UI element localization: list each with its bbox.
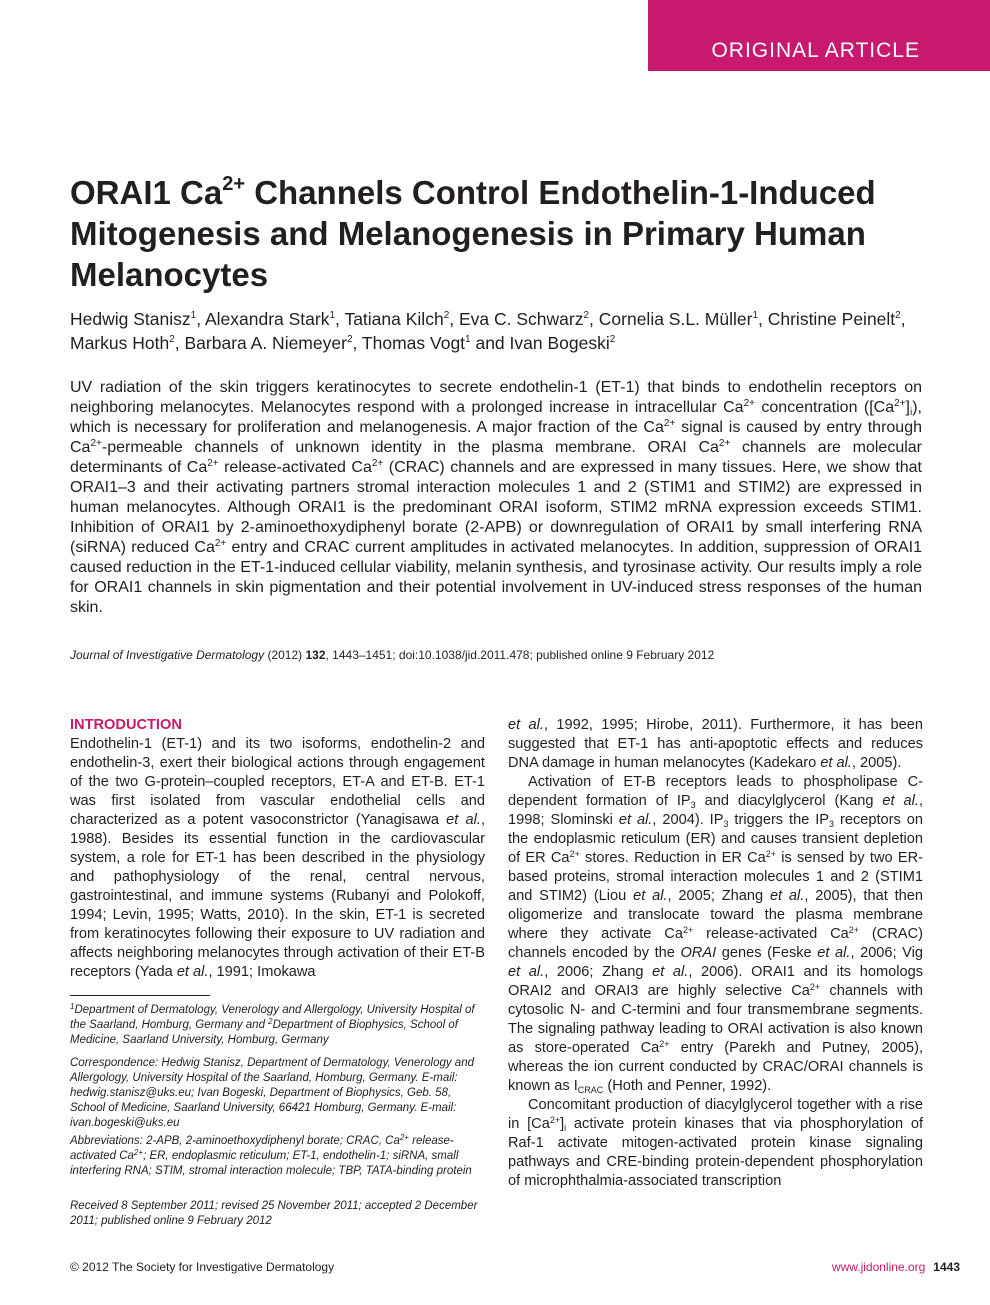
author-list: Hedwig Stanisz$^1$, Alexandra Stark$^1$, Tatiana Kilch$^2$, Eva C. Schwarz$^2$, Cornelia S.L. Müller$^1$, Christine Peinelt$^2$, Markus Hoth$^2$, Barbara A. Niemeyer$^2$, Thomas Vogt$^1$ and Ivan Bogeski$^2$ (70, 309, 906, 353)
author-name: Cornelia S.L. Müller (598, 309, 753, 329)
author-name: Hedwig Stanisz (70, 309, 191, 329)
author-name: Barbara A. Niemeyer (184, 333, 347, 353)
section-heading-introduction: INTRODUCTION (70, 717, 182, 733)
author-affiliation-marker: 1 (752, 310, 758, 321)
page-number: 1443 (933, 1260, 960, 1274)
footnote-correspondence: Correspondence: Hedwig Stanisz, Department of Dermatology, Venerology and Allergology, University Hospital of the Saarland, Homburg, Germany. E-mail: hedwig.stanisz@uks.eu; Ivan Bogeski, Department of Biophysics, Geb. 58, School of Medicine, Saarland University, 66421 Homburg, Germany. E-mail: ivan.bogeski@uks.eu (70, 1057, 474, 1129)
article-title: ORAI1 $Ca^{2+}$ Channels Control Endothelin-1-Induced Mitogenesis and Melanogenesis in Primary Human Melanocytes (70, 173, 876, 293)
author-affiliation-marker: 1 (329, 310, 336, 321)
author-affiliation-marker: 1 (465, 334, 471, 345)
author-affiliation-marker: 2 (895, 310, 901, 321)
author-name: Alexandra Stark (204, 309, 330, 329)
author-affiliation-marker: 1 (190, 310, 197, 321)
intro-paragraph-1-continued: et al., 1992, 1995; Hirobe, 2011). Furthermore, it has been suggested that ET-1 has anti-apoptotic effects and reduces DNA damage in human melanocytes (Kadekaro et al., 2005). (508, 717, 924, 771)
author-affiliation-marker: 2 (443, 310, 450, 321)
author-affiliation-marker: 2 (583, 310, 590, 321)
footnote-received: Received 8 September 2011; revised 25 November 2011; accepted 2 December 2011; published online 9 February 2012 (70, 1200, 478, 1227)
author-name: Tatiana Kilch (344, 309, 444, 329)
intro-paragraph-1: Endothelin-1 (ET-1) and its two isoforms, endothelin-2 and endothelin-3, exert their biological actions through engagement of the two G-protein–coupled receptors, ET-A and ET-B. ET-1 was first isolated from vascular endothelial cells and characterized as a potent vasoconstrictor (Yanagisawa et al., 1988). Besides its essential function in the cardiovascular system, a role for ET-1 has been described in the physiology and pathophysiology of the renal, central nervous, gastrointestinal, and immune systems (Rubanyi and Polokoff, 1994; Levin, 1995; Watts, 2010). In the skin, ET-1 is secreted from keratinocytes following their exposure to UV radiation and affects neighboring melanocytes through activation of their ET-B receptors (Yada et al., 1991; Imokawa (70, 736, 485, 980)
footnote-divider (70, 995, 210, 996)
author-affiliation-marker: 2 (169, 334, 175, 345)
article-type-label: ORIGINAL ARTICLE (711, 39, 920, 62)
journal-citation: Journal of Investigative Dermatology (2012) 132, 1443–1451; doi:10.1038/jid.2011.478; published online 9 February 2012 (70, 648, 715, 662)
abstract: UV radiation of the skin triggers keratinocytes to secrete endothelin-1 (ET-1) that binds to endothelin receptors on neighboring melanocytes. Melanocytes respond with a prolonged increase in intracellular $Ca^{2+}$ concentration $([Ca^{2+}]_i)$, which is necessary for proliferation and melanogenesis. A major fraction of the $Ca^{2+}$ signal is caused by entry through $Ca^{2+}$-permeable channels of unknown identity in the plasma membrane. ORAI $Ca^{2+}$ channels are molecular determinants of $Ca^{2+}$ release-activated $Ca^{2+}$ (CRAC) channels and are expressed in many tissues. Here, we show that ORAI1–3 and their activating partners stromal interaction molecules 1 and 2 (STIM1 and STIM2) are expressed in human melanocytes. Although ORAI1 is the predominant ORAI isoform, STIM2 mRNA expression exceeds STIM1. Inhibition of ORAI1 by 2-aminoethoxydiphenyl borate (2-APB) or downregulation of ORAI1 by small interfering RNA (siRNA) reduced $Ca^{2+}$ entry and CRAC current amplitudes in activated melanocytes. In addition, suppression of ORAI1 caused reduction in the ET-1-induced cellular viability, melanin synthesis, and tyrosinase activity. Our results imply a role for ORAI1 channels in skin pigmentation and their potential involvement in UV-induced stress responses of the human skin. (70, 379, 923, 616)
footer-copyright: © 2012 The Society for Investigative Dermatology (70, 1260, 335, 1274)
footer-right (832, 1260, 960, 1274)
footnote-affiliations: $^1$Department of Dermatology, Venerology and Allergology, University Hospital of the Saarland, Homburg, Germany and $^2$Department of Biophysics, School of Medicine, Saarland University, Homburg, Germany (70, 1002, 475, 1046)
author-name: Ivan Bogeski (509, 333, 610, 353)
author-name: Thomas Vogt (361, 333, 466, 353)
author-name: Christine Peinelt (767, 309, 896, 329)
intro-paragraph-2: Activation of ET-B receptors leads to phospholipase C-dependent formation of $IP_3$ and diacylglycerol (Kang et al., 1998; Slominski et al., 2004). $IP_3$ triggers the $IP_3$ receptors on the endoplasmic reticulum (ER) and causes transient depletion of ER $Ca^{2+}$ stores. Reduction in ER $Ca^{2+}$ is sensed by two ER-based proteins, stromal interaction molecules 1 and 2 (STIM1 and STIM2) (Liou et al., 2005; Zhang et al., 2005), that then oligomerize and translocate toward the plasma membrane where they activate $Ca^{2+}$ release-activated $Ca^{2+}$ (CRAC) channels encoded by the ORAI genes (Feske et al., 2006; Vig et al., 2006; Zhang et al., 2006). ORAI1 and its homologs ORAI2 and ORAI3 are highly selective $Ca^{2+}$ channels with cytosolic N- and C-termini and four transmembrane segments. The signaling pathway leading to ORAI activation is also known as store-operated $Ca^{2+}$ entry (Parekh and Putney, 2005), whereas the ion current conducted by CRAC/ORAI channels is known as $I_{CRAC}$ (Hoth and Penner, 1992). (508, 774, 924, 1095)
footnote-abbreviations: Abbreviations: 2-APB, 2-aminoethoxydiphenyl borate; CRAC, $Ca^{2+}$ release-activated $Ca^{2+}$; ER, endoplasmic reticulum; ET-1, endothelin-1; siRNA, small interfering RNA; STIM, stromal interaction molecule; TBP, TATA-binding protein (70, 1133, 472, 1177)
right-column (508, 716, 923, 1191)
author-affiliation-marker: 2 (346, 334, 353, 345)
author-name: Markus Hoth (70, 333, 170, 353)
intro-paragraph-3: Concomitant production of diacylglycerol together with a rise in $[Ca^{2+}]_i$ activate protein kinases that via phosphorylation of Raf-1 activate mitogen-activated protein kinase signaling pathways and CRE-binding protein-dependent phosphorylation of microphthalmia-associated transcription (508, 1097, 923, 1189)
article-type-banner (648, 0, 990, 71)
author-affiliation-marker: 2 (609, 334, 616, 345)
author-name: Eva C. Schwarz (458, 309, 584, 329)
left-column (70, 716, 485, 982)
journal-url-link[interactable]: www.jidonline.org (831, 1260, 926, 1274)
